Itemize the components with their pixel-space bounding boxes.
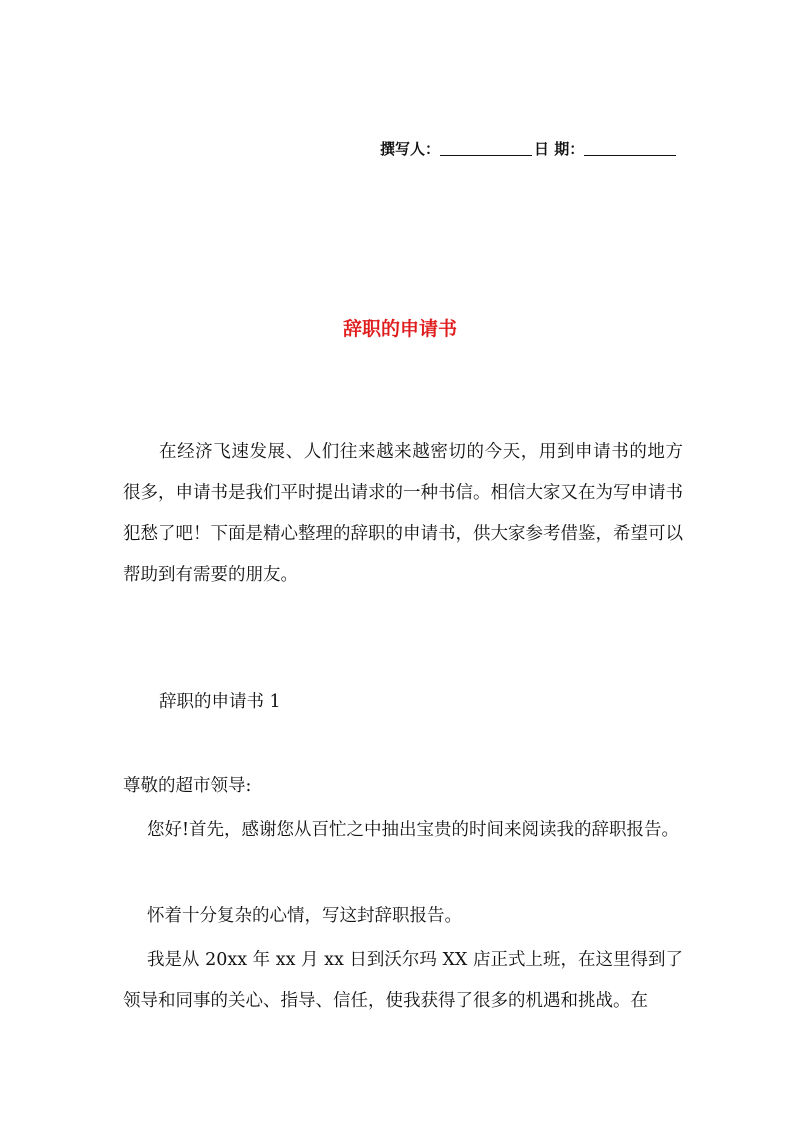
author-label: 撰写人：: [380, 140, 441, 158]
body-paragraph-2: 怀着十分复杂的心情，写这封辞职报告。: [147, 906, 462, 926]
body-paragraph-1: 您好!首先，感谢您从百忙之中抽出宝贵的时间来阅读我的辞职报告。: [147, 820, 680, 840]
author-blank: [440, 141, 532, 156]
document-title: 辞职的申请书: [342, 318, 457, 340]
date-blank: [584, 141, 676, 156]
section-heading: 辞职的申请书 1: [159, 692, 281, 712]
author-date-line: [380, 138, 676, 159]
intro-paragraph: 在经济飞速发展、人们往来越来越密切的今天，用到申请书的地方很多，申请书是我们平时提出请求的一种书信。相信大家又在为写申请书犯愁了吧！下面是精心整理的辞职的申请书，供大家参考借鉴，希望可以帮助到有需要的朋友。: [123, 442, 683, 585]
date-label: 日 期：: [534, 140, 585, 158]
salutation: 尊敬的超市领导:: [123, 776, 252, 796]
body-paragraph-3: 我是从 20xx 年 xx 月 xx 日到沃尔玛 XX 店正式上班，在这里得到了领导和同事的关心、指导、信任，使我获得了很多的机遇和挑战。在: [123, 950, 683, 1011]
